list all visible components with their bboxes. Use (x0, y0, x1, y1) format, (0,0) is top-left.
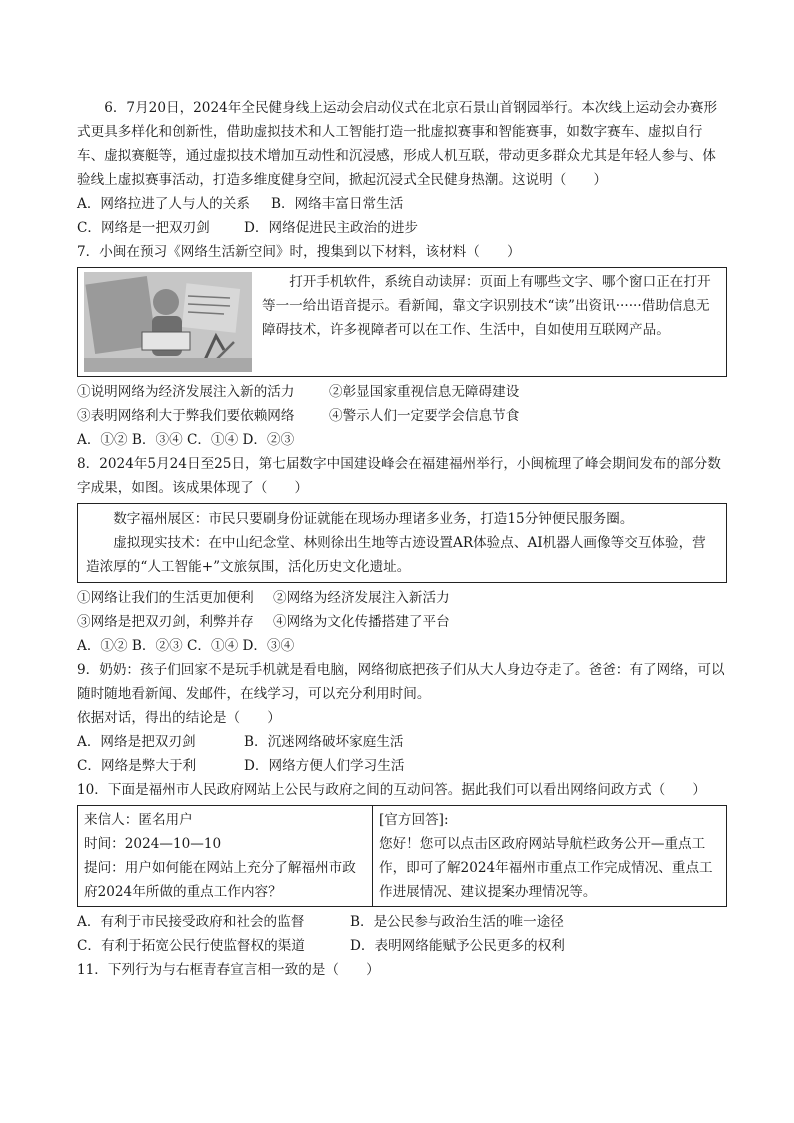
question-9-conclusion-prompt: 依据对话，得出的结论是（ ） (77, 710, 281, 726)
question-10-option-c[interactable]: C．有利于拓宽公民行使监督权的渠道 (77, 938, 305, 954)
question-10-time: 时间：2024—10—10 (84, 836, 222, 852)
question-7-material-box (77, 267, 727, 377)
question-10-options-row-1 (77, 910, 727, 934)
question-9-option-b[interactable]: B．沉迷网络破坏家庭生活 (244, 734, 404, 750)
question-6-option-d[interactable]: D．网络促进民主政治的进步 (244, 220, 419, 236)
question-8-statement-3: ③网络是把双刃剑，利弊并存 (77, 614, 254, 630)
question-11 (77, 958, 727, 982)
question-10-option-b[interactable]: B．是公民参与政治生活的唯一途径 (350, 914, 564, 930)
question-8-box-line-2: 虚拟现实技术：在中山纪念堂、林则徐出生地等古迹设置AR体验点、AI机器人画像等交互体验，营造浓厚的“人工智能+”文旅氛围，活化历史文化遗址。 (86, 535, 706, 575)
question-10-user-question-cell (78, 806, 373, 906)
question-8-statement-1: ①网络让我们的生活更加便利 (77, 590, 254, 606)
question-7 (77, 240, 727, 452)
question-10-official-answer-cell (373, 806, 726, 906)
question-6-option-a[interactable]: A．网络拉进了人与人的关系 (77, 196, 250, 212)
question-7-statement-1: ①说明网络为经济发展注入新的活力 (77, 384, 295, 400)
exam-page (77, 96, 727, 982)
question-9-options-row-1 (77, 730, 727, 754)
question-7-statements-row-1 (77, 380, 727, 404)
question-7-statement-2: ②彰显国家重视信息无障碍建设 (329, 384, 520, 400)
question-9-option-c[interactable]: C．网络是弊大于利 (77, 758, 197, 774)
question-8 (77, 452, 727, 658)
reading-boy-illustration-icon (84, 272, 252, 372)
question-6-options-row-2 (77, 216, 727, 240)
question-10-option-a[interactable]: A．有利于市民接受政府和社会的监督 (77, 914, 305, 930)
question-8-stem: 8．2024年5月24日至25日，第七届数字中国建设峰会在福建福州举行，小闽梳理了峰会期间发布的部分数字成果，如图。该成果体现了（ ） (77, 456, 721, 496)
question-8-options[interactable]: A．①② B．②③ C．①④ D．③④ (77, 638, 295, 654)
question-10-stem: 10．下面是福州市人民政府网站上公民与政府之间的互动问答。据此我们可以看出网络问政方式（ ） (77, 782, 707, 798)
question-10-options-row-2 (77, 934, 727, 958)
question-9-stem: 9．奶奶：孩子们回家不是玩手机就是看电脑，网络彻底把孩子们从大人身边夺走了。爸爸：有了网络，可以随时随地看新闻、发邮件，在线学习，可以充分利用时间。 (77, 662, 725, 702)
question-7-material-text: 打开手机软件，系统自动读屏：页面上有哪些文字、哪个窗口正在打开等一一给出语音提示。看新闻，靠文字识别技术“读”出资讯······借助信息无障碍技术，许多视障者可以在工作、生活中，自如使用互联网产品。 (262, 274, 711, 338)
question-6-option-c[interactable]: C．网络是一把双刃剑 (77, 220, 210, 236)
question-8-statement-4: ④网络为文化传播搭建了平台 (273, 614, 450, 630)
question-8-statements-row-1 (77, 586, 727, 610)
question-6-options-row-1 (77, 192, 727, 216)
question-8-material-box (77, 503, 727, 583)
question-10-answer-label: [官方回答]: (379, 812, 449, 828)
question-10-option-d[interactable]: D．表明网络能赋予公民更多的权利 (350, 938, 565, 954)
question-7-statements-row-2 (77, 404, 727, 428)
question-10-answer-text: 您好！您可以点击区政府网站导航栏政务公开—重点工作，即可了解2024年福州市重点工作完成情况、重点工作进展情况、建议提案办理情况等。 (379, 836, 713, 900)
question-9-option-d[interactable]: D．网络方便人们学习生活 (244, 758, 405, 774)
question-7-options[interactable]: A．①② B．③④ C．①④ D．②③ (77, 432, 295, 448)
question-10 (77, 778, 727, 958)
question-10-qa-table (77, 805, 727, 907)
question-8-statement-2: ②网络为经济发展注入新活力 (273, 590, 450, 606)
question-11-stem: 11．下列行为与右框青春宣言相一致的是（ ） (77, 962, 380, 978)
question-7-statement-3: ③表明网络利大于弊我们要依赖网络 (77, 408, 295, 424)
question-6 (77, 96, 727, 240)
question-8-box-line-1: 数字福州展区：市民只要刷身份证就能在现场办理诸多业务，打造15分钟便民服务圈。 (113, 511, 634, 527)
question-8-statements-row-2 (77, 610, 727, 634)
question-10-sender: 来信人：匿名用户 (84, 812, 193, 828)
question-9 (77, 658, 727, 778)
question-6-stem: 6．7月20日，2024年全民健身线上运动会启动仪式在北京石景山首钢园举行。本次线上运动会办赛形式更具多样化和创新性，借助虚拟技术和人工智能打造一批虚拟赛事和智能赛事，如数字赛车、虚拟自行车、虚拟赛艇等，通过虚拟技术增加互动性和沉浸感，形成人机互联，带动更多群众尤其是年轻人参与、体验线上虚拟赛事活动，打造多维度健身空间，掀起沉浸式全民健身热潮。这说明（ ） (77, 100, 718, 188)
question-10-question: 提问：用户如何能在网站上充分了解福州市政府2024年所做的重点工作内容？ (84, 860, 356, 900)
question-7-statement-4: ④警示人们一定要学会信息节食 (329, 408, 520, 424)
question-6-option-b[interactable]: B．网络丰富日常生活 (271, 196, 404, 212)
question-9-option-a[interactable]: A．网络是把双刃剑 (77, 734, 196, 750)
question-9-options-row-2 (77, 754, 727, 778)
question-7-stem: 7．小闽在预习《网络生活新空间》时，搜集到以下材料，该材料（ ） (77, 244, 521, 260)
